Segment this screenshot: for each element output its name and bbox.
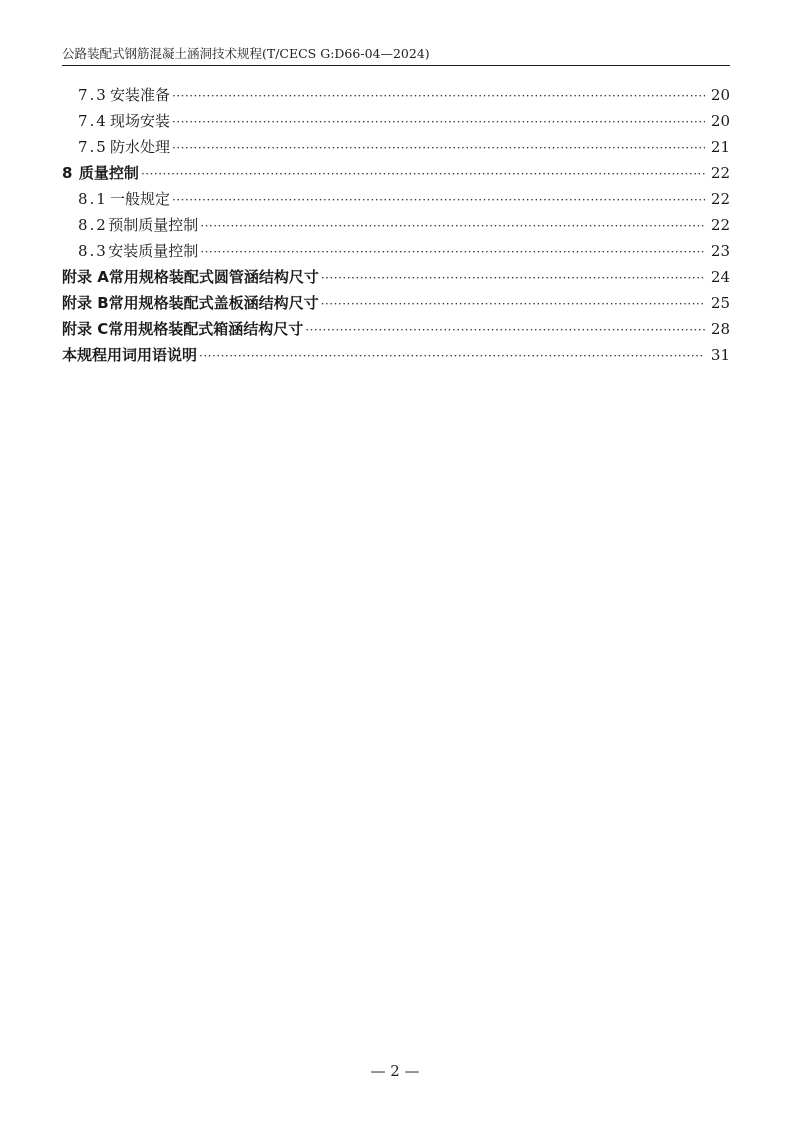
toc-chapter-entry[interactable] [62,160,730,186]
toc-page: 21 [710,138,730,156]
toc-title: 安装准备 [109,86,170,104]
toc-number: 7.3 [78,86,108,104]
toc-number: 8.3 [78,242,108,260]
dot-leader [200,213,705,239]
toc-title: 常用规格装配式盖板涵结构尺寸 [108,294,319,312]
toc-number: 8.1 [78,190,108,208]
toc-page: 20 [710,112,730,130]
toc-page: 28 [710,320,730,338]
toc-title: 防水处理 [109,138,170,156]
toc-title: 本规程用词用语说明 [62,346,198,364]
toc-title: 质量控制 [78,164,139,182]
toc-page: 31 [710,346,730,364]
toc-title: 现场安装 [109,112,170,130]
toc-page: 22 [710,190,730,208]
toc-title: 常用规格装配式箱涵结构尺寸 [108,320,304,338]
toc-appendix-entry[interactable] [62,316,730,342]
header-title: 公路装配式钢筋混凝土涵洞技术规程(T/CECS G:D66-04—2024) [62,46,430,61]
toc-number: 8.2 [78,216,108,234]
dot-leader [172,135,705,161]
dot-leader [321,265,705,291]
dot-leader [199,343,705,369]
toc-number: 附录 A [62,268,109,286]
dot-leader [172,83,705,109]
toc-page: 22 [710,164,730,182]
toc-entry[interactable] [62,82,730,108]
toc-page: 20 [710,86,730,104]
toc-appendix-entry[interactable] [62,264,730,290]
dot-leader [305,317,705,343]
toc-number: 附录 B [62,294,109,312]
dot-leader [172,187,705,213]
dot-leader [172,109,705,135]
toc-page: 23 [710,242,730,260]
toc-number: 8 [62,164,73,182]
running-header [62,36,730,66]
toc-title: 安装质量控制 [108,242,199,260]
toc-number: 附录 C [62,320,109,338]
toc-number: 7.4 [78,112,108,130]
toc-entry[interactable] [62,134,730,160]
toc-page: 22 [710,216,730,234]
toc-title: 常用规格装配式圆管涵结构尺寸 [108,268,319,286]
toc-title: 一般规定 [109,190,170,208]
dot-leader [321,291,705,317]
toc-entry[interactable] [62,212,730,238]
toc-appendix-entry[interactable] [62,290,730,316]
toc-entry[interactable] [62,238,730,264]
page-number: — 2 — [370,1062,420,1080]
toc-page: 24 [710,268,730,286]
toc-title: 预制质量控制 [108,216,199,234]
toc-explanation-entry[interactable] [62,342,730,368]
dot-leader [200,239,705,265]
toc-entry[interactable] [62,108,730,134]
dot-leader [141,161,705,187]
table-of-contents [62,82,730,368]
toc-number: 7.5 [78,138,108,156]
toc-entry[interactable] [62,186,730,212]
toc-page: 25 [710,294,730,312]
